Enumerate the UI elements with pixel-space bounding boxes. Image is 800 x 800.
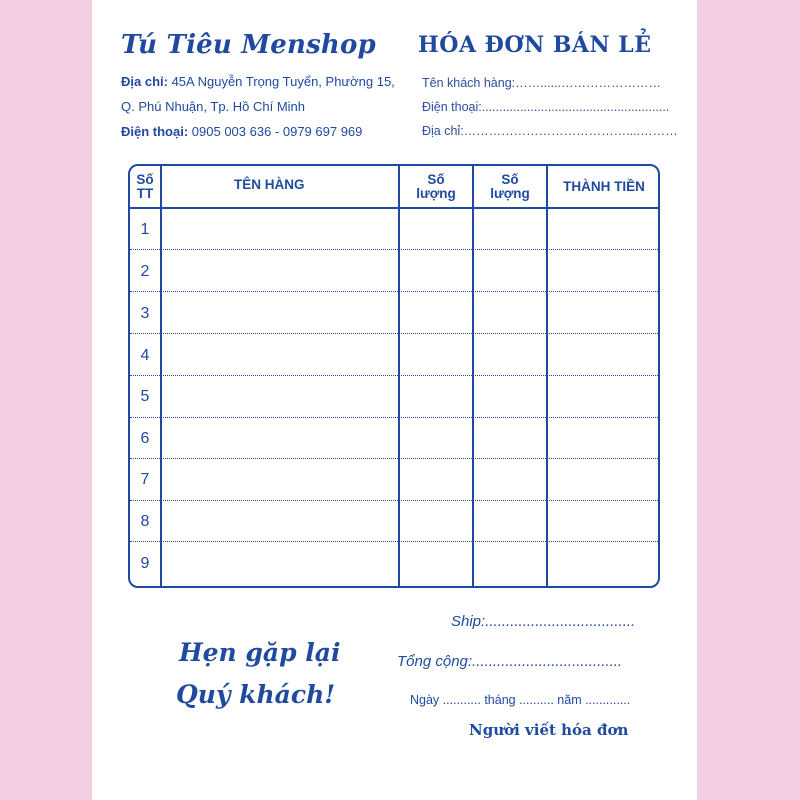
address-value: 45A Nguyễn Trọng Tuyển, Phường 15, bbox=[167, 74, 395, 89]
column-divider bbox=[160, 166, 162, 586]
row-divider bbox=[130, 500, 658, 501]
date-field: Ngày ........... tháng .......... năm ............. bbox=[410, 693, 631, 707]
row-divider bbox=[130, 417, 658, 418]
customer-phone-field: Điện thoại:...................................................... bbox=[422, 100, 670, 114]
row-divider bbox=[130, 249, 658, 250]
column-divider bbox=[398, 166, 400, 586]
header-ten-hang: TÊN HÀNG bbox=[234, 176, 305, 192]
customer-name-field: Tên khách hàng:……......…………………… bbox=[422, 76, 661, 90]
shop-address-line2: Q. Phú Nhuận, Tp. Hồ Chí Minh bbox=[121, 99, 306, 114]
header-divider bbox=[130, 207, 658, 209]
row-number: 6 bbox=[140, 430, 150, 447]
shop-name: Tú Tiêu Menshop bbox=[121, 30, 376, 60]
shop-address-line1 bbox=[121, 74, 395, 89]
column-divider bbox=[546, 166, 548, 586]
header-thanh-tien: THÀNH TIỀN bbox=[563, 178, 645, 194]
signer-label: Người viết hóa đơn bbox=[469, 721, 629, 739]
row-number: 4 bbox=[140, 347, 150, 364]
row-divider bbox=[130, 375, 658, 376]
row-number: 7 bbox=[140, 471, 150, 488]
address-label: Địa chỉ: bbox=[121, 74, 168, 89]
row-divider bbox=[130, 291, 658, 292]
phone-label: Điện thoại: bbox=[121, 124, 189, 139]
column-divider bbox=[472, 166, 474, 586]
total-field: Tổng cộng:.................................... bbox=[397, 653, 623, 670]
customer-address-field: Địa chỉ:…………………………………....……… bbox=[422, 124, 678, 138]
invoice-table bbox=[128, 164, 660, 588]
thanks-line-1: Hẹn gặp lại bbox=[179, 638, 341, 667]
row-divider bbox=[130, 541, 658, 542]
row-number: 3 bbox=[140, 305, 150, 322]
row-number: 8 bbox=[140, 513, 150, 530]
header-stt: Số TT bbox=[136, 171, 154, 201]
row-divider bbox=[130, 333, 658, 334]
shop-phone bbox=[121, 124, 362, 139]
header-so-luong-2: Số lượng bbox=[490, 171, 530, 201]
phone-value: 0905 003 636 - 0979 697 969 bbox=[188, 124, 363, 139]
row-number: 5 bbox=[140, 388, 150, 405]
row-divider bbox=[130, 458, 658, 459]
row-number: 9 bbox=[140, 555, 150, 572]
row-number: 1 bbox=[140, 221, 150, 238]
ship-field: Ship:.................................... bbox=[451, 613, 636, 630]
header-so-luong-1: Số lượng bbox=[416, 171, 456, 201]
thanks-line-2: Quý khách! bbox=[176, 680, 336, 709]
invoice-title: HÓA ĐƠN BÁN LẺ bbox=[418, 32, 652, 58]
row-number: 2 bbox=[140, 263, 150, 280]
